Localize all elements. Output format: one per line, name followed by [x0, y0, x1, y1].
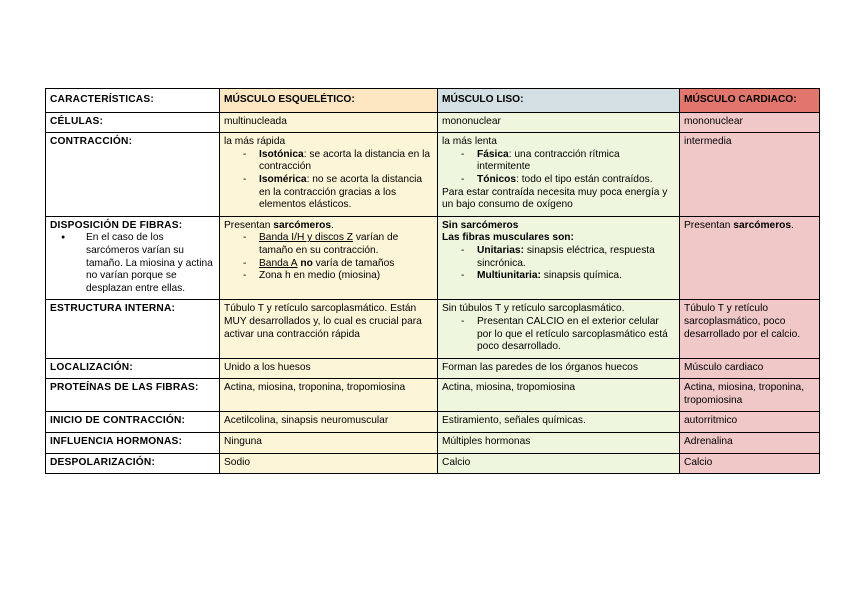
fibers-cardiac-bold: sarcómeros [733, 219, 792, 231]
term-unitary: Unitarias: [477, 244, 524, 256]
list-item [224, 149, 433, 174]
fibers-skeletal-intro-bold: sarcómeros [273, 219, 332, 231]
term-isometric: Isomérica [259, 173, 307, 185]
text-tonic: : todo el tipo están contraídos. [516, 173, 653, 185]
fibers-cardiac [680, 216, 820, 300]
term-band-a: Banda A [259, 257, 298, 269]
term-multiunit: Multiunitaria: [477, 270, 541, 282]
list-item [442, 174, 675, 187]
contraction-smooth-outro: Para estar contraída necesita muy poca energía y un bajo consumo de oxígeno [442, 186, 668, 211]
start-skeletal: Acetilcolina, sinapsis neuromuscular [220, 412, 438, 433]
contraction-smooth [438, 133, 680, 217]
hormones-smooth: Múltiples hormonas [438, 433, 680, 454]
fibers-skeletal-intro-end: . [331, 219, 334, 231]
list-item [442, 245, 675, 270]
list-item: - Presentan CALCIO en el exterior celular por lo que el retículo sarcoplasmático está poco desarrollado. [442, 316, 675, 354]
text-multiunit: sinapsis química. [540, 270, 622, 282]
start-cardiac: autorritmico [680, 412, 820, 433]
row-label-contraction: CONTRACCIÓN: [46, 133, 220, 217]
structure-skeletal: Túbulo T y retículo sarcoplasmático. Están MUY desarrollados y, lo cual es crucial para activar una contracción rápida [220, 300, 438, 358]
fibers-smooth [438, 216, 680, 300]
table-row-hormones [46, 433, 820, 454]
table-row-depolarization [46, 453, 820, 474]
cells-skeletal: multinucleada [220, 112, 438, 133]
list-item [224, 174, 433, 212]
row-label-location: LOCALIZACIÓN: [46, 358, 220, 379]
fibers-label-bullet: ● En el caso de los sarcómeros varían su tamaño. La miosina y actina no varían porque se desplazan entre ellas. [50, 232, 215, 295]
header-skeletal: MÚSCULO ESQUELÉTICO: [220, 89, 438, 113]
muscle-comparison-table [45, 88, 820, 474]
fibers-smooth-line2: Las fibras musculares son: [442, 232, 574, 244]
depolarization-skeletal: Sodio [220, 453, 438, 474]
table-row-start [46, 412, 820, 433]
location-smooth: Forman las paredes de los órganos huecos [438, 358, 680, 379]
contraction-skeletal [220, 133, 438, 217]
row-label-depolarization: DESPOLARIZACIÓN: [46, 453, 220, 474]
start-smooth: Estiramiento, señales químicas. [438, 412, 680, 433]
row-label-cells: CÉLULAS: [46, 112, 220, 133]
header-characteristics: CARACTERÍSTICAS: [46, 89, 220, 113]
term-band-ih: Banda I/H y discos Z [259, 232, 353, 244]
structure-smooth-intro: Sin túbulos T y retículo sarcoplasmático. [442, 303, 625, 315]
contraction-smooth-intro: la más lenta [442, 136, 497, 148]
text-isotonic: : se acorta la distancia en la contracción [259, 148, 431, 173]
list-item: - Zona h en medio (miosina) [224, 270, 433, 283]
table-row-contraction [46, 133, 820, 217]
table-row-location [46, 358, 820, 379]
hormones-skeletal: Ninguna [220, 433, 438, 454]
structure-smooth [438, 300, 680, 358]
text-isometric: : no se acorta la distancia en la contracción gracias a los elementos elásticos. [259, 173, 423, 211]
text-unitary: sinapsis eléctrica, respuesta sincrónica. [477, 244, 655, 269]
table-row-proteins [46, 379, 820, 412]
fibers-skeletal-intro [224, 220, 433, 233]
cells-cardiac: mononuclear [680, 112, 820, 133]
header-smooth: MÚSCULO LISO: [438, 89, 680, 113]
text-band-ih: varían de tamaño en su contracción. [259, 232, 399, 256]
header-cardiac: MÚSCULO CARDIACO: [680, 89, 820, 113]
term-tonic: Tónicos [477, 173, 517, 185]
list-item [224, 258, 433, 271]
hormones-cardiac: Adrenalina [680, 433, 820, 454]
depolarization-cardiac: Calcio [680, 453, 820, 474]
term-isotonic: Isotónica [259, 148, 304, 160]
list-item [442, 270, 675, 283]
fibers-skeletal [220, 216, 438, 300]
row-label-structure: ESTRUCTURA INTERNA: [46, 300, 220, 358]
table-row-cells [46, 112, 820, 133]
depolarization-smooth: Calcio [438, 453, 680, 474]
structure-cardiac: Túbulo T y retículo sarcoplasmático, poco desarrollado por el calcio. [680, 300, 820, 358]
list-item [442, 149, 675, 174]
fibers-smooth-line1: Sin sarcómeros [442, 219, 519, 231]
fibers-cardiac-text: Presentan [684, 219, 734, 231]
proteins-skeletal: Actina, miosina, troponina, tropomiosina [220, 379, 438, 412]
term-phasic: Fásica [477, 148, 509, 160]
table-row-structure [46, 300, 820, 358]
fibers-cardiac-end: . [791, 219, 794, 231]
row-label-fibers [46, 216, 220, 300]
proteins-cardiac: Actina, miosina, troponina, tropomiosina [680, 379, 820, 412]
location-cardiac: Músculo cardiaco [680, 358, 820, 379]
table-row-fibers [46, 216, 820, 300]
contraction-skeletal-intro: la más rápida [224, 136, 286, 148]
text-phasic: : una contracción rítmica intermitente [477, 148, 620, 173]
fibers-skeletal-intro-text: Presentan [224, 219, 274, 231]
bold-no: no [297, 257, 313, 269]
row-label-proteins: PROTEÍNAS DE LAS FIBRAS: [46, 379, 220, 412]
proteins-smooth: Actina, miosina, tropomiosina [438, 379, 680, 412]
row-label-start: INICIO DE CONTRACCIÓN: [46, 412, 220, 433]
table-header-row [46, 89, 820, 113]
cells-smooth: mononuclear [438, 112, 680, 133]
text-band-a: varía de tamaños [312, 257, 395, 269]
row-label-hormones: INFLUENCIA HORMONAS: [46, 433, 220, 454]
fibers-label-title: DISPOSICIÓN DE FIBRAS: [50, 219, 183, 231]
location-skeletal: Unido a los huesos [220, 358, 438, 379]
contraction-cardiac: intermedia [680, 133, 820, 217]
list-item [224, 232, 433, 257]
